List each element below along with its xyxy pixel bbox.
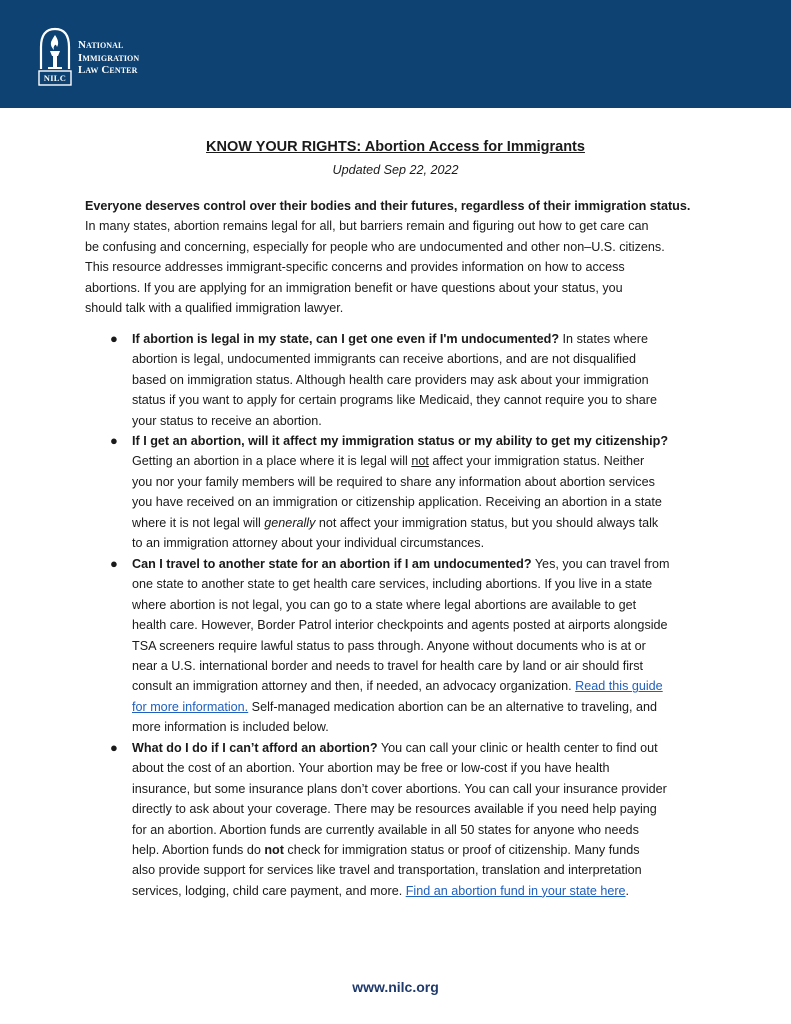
faq-text: not affect your immigration status, but you should always talk bbox=[315, 515, 659, 530]
updated-date: Updated Sep 22, 2022 bbox=[332, 163, 459, 177]
faq-line: for an abortion. Abortion funds are currently available in all 50 states for anyone who needs bbox=[132, 822, 639, 837]
faq-line bbox=[132, 554, 669, 574]
faq-line bbox=[132, 881, 629, 901]
faq-line bbox=[132, 431, 668, 451]
org-name bbox=[78, 39, 139, 77]
faq-question: If I get an abortion, will it affect my immigration status or my ability to get my citizenship? bbox=[132, 434, 669, 448]
bullet-icon: ● bbox=[110, 331, 118, 346]
faq-text: check for immigration status or proof of citizenship. Many funds bbox=[283, 843, 640, 857]
faq-answer-start: You can call your clinic or health center to find out bbox=[377, 741, 658, 755]
faq-line: based on immigration status. Although health care providers may ask about your immigration bbox=[132, 372, 649, 387]
faq-line bbox=[132, 840, 640, 860]
faq-answer-start: Yes, you can travel from bbox=[531, 557, 670, 571]
intro-lead: Everyone deserves control over their bodies and their futures, regardless of their immigration status. bbox=[85, 199, 691, 213]
faq-question: What do I do if I can’t afford an abortion? bbox=[132, 741, 378, 755]
faq-line: near a U.S. international border and needs to travel for health care by land or air should first bbox=[132, 659, 644, 673]
faq-line bbox=[132, 738, 658, 758]
faq-line bbox=[132, 676, 663, 696]
faq-text: . bbox=[625, 883, 630, 898]
more-information-link[interactable]: for more information. bbox=[132, 699, 249, 714]
faq-line bbox=[132, 451, 644, 471]
faq-line: your status to receive an abortion. bbox=[132, 413, 322, 428]
faq-line: also provide support for services like travel and transportation, translation and interpretation bbox=[132, 863, 642, 878]
underlined-not: not bbox=[411, 454, 429, 469]
bullet-icon: ● bbox=[110, 740, 118, 755]
faq-text: consult an immigration attorney and then, if needed, an advocacy organization. bbox=[132, 679, 576, 694]
faq-text: where it is not legal will bbox=[132, 515, 265, 530]
faq-line: about the cost of an abortion. Your abortion may be free or low-cost if you have health bbox=[132, 761, 610, 776]
org-name-line-2: Immigration bbox=[78, 51, 140, 64]
bullet-icon: ● bbox=[110, 433, 118, 448]
faq-text: affect your immigration status. Neither bbox=[428, 454, 645, 469]
intro-line: should talk with a qualified immigration lawyer. bbox=[85, 301, 344, 316]
faq-line: to an immigration attorney about your individual circumstances. bbox=[132, 536, 485, 550]
faq-text: Self-managed medication abortion can be an alternative to traveling, and bbox=[248, 699, 658, 714]
faq-text: help. Abortion funds do bbox=[132, 843, 265, 857]
logo-badge-text: NILC bbox=[43, 73, 67, 83]
footer-website-link[interactable]: www.nilc.org bbox=[352, 979, 439, 995]
bullet-icon: ● bbox=[110, 556, 118, 571]
faq-text: Getting an abortion in a place where it is legal will bbox=[132, 454, 412, 469]
faq-question: If abortion is legal in my state, can I get one even if I'm undocumented? bbox=[132, 332, 560, 346]
faq-line: you nor your family members will be required to share any information about abortion services bbox=[132, 474, 655, 489]
faq-line: status if you want to apply for certain programs like Medicaid, they cannot require you to share bbox=[132, 393, 658, 408]
faq-line bbox=[132, 513, 658, 533]
faq-line: more information is included below. bbox=[132, 720, 329, 735]
faq-text: services, lodging, child care payment, and more. bbox=[132, 883, 406, 898]
document-title: KNOW YOUR RIGHTS: Abortion Access for Immigrants bbox=[206, 139, 585, 155]
header-bar bbox=[0, 0, 791, 108]
nilc-logo[interactable] bbox=[38, 25, 139, 87]
faq-line: TSA screeners require lawful status to pass through. Anyone without documents who is at or bbox=[132, 638, 646, 653]
faq-line bbox=[132, 329, 648, 349]
italic-generally: generally bbox=[264, 515, 316, 530]
faq-line: insurance, but some insurance plans don’t cover abortions. You can call your insurance provider bbox=[132, 781, 667, 796]
faq-answer-start: In states where bbox=[559, 332, 648, 346]
read-guide-link[interactable]: Read this guide bbox=[575, 679, 663, 694]
faq-line: abortion is legal, undocumented immigrants can receive abortions, and are not disqualified bbox=[132, 352, 637, 367]
intro-paragraph bbox=[85, 196, 707, 318]
faq-line bbox=[132, 697, 657, 717]
faq-line: one state to another state to get health care services, including abortions. If you live in a state bbox=[132, 577, 653, 592]
faq-line: health care. However, Border Patrol interior checkpoints and agents posted at airports alongside bbox=[132, 618, 668, 633]
intro-line: In many states, abortion remains legal for all, but barriers remain and figuring out how to get care can bbox=[85, 219, 649, 234]
intro-line: be confusing and concerning, especially for people who are undocumented and other non–U.S. citizens. bbox=[85, 239, 665, 254]
faq-line: where abortion is not legal, you can go to a state where legal abortions are available to get bbox=[132, 597, 637, 612]
intro-line: This resource addresses immigrant-specific concerns and provides information on how to access bbox=[85, 260, 625, 275]
faq-line: directly to ask about your coverage. There may be resources available if you need help paying bbox=[132, 802, 657, 817]
bold-not: not bbox=[264, 843, 284, 857]
faq-line: you have received on an immigration or citizenship application. Receiving an abortion in a state bbox=[132, 495, 662, 510]
faq-question: Can I travel to another state for an abortion if I am undocumented? bbox=[132, 557, 532, 571]
find-abortion-fund-link[interactable]: Find an abortion fund in your state here bbox=[405, 883, 626, 898]
intro-line: abortions. If you are applying for an immigration benefit or have questions about your status, you bbox=[85, 280, 623, 295]
org-name-line-1: National bbox=[78, 39, 124, 52]
org-name-line-3: Law Center bbox=[78, 64, 138, 77]
